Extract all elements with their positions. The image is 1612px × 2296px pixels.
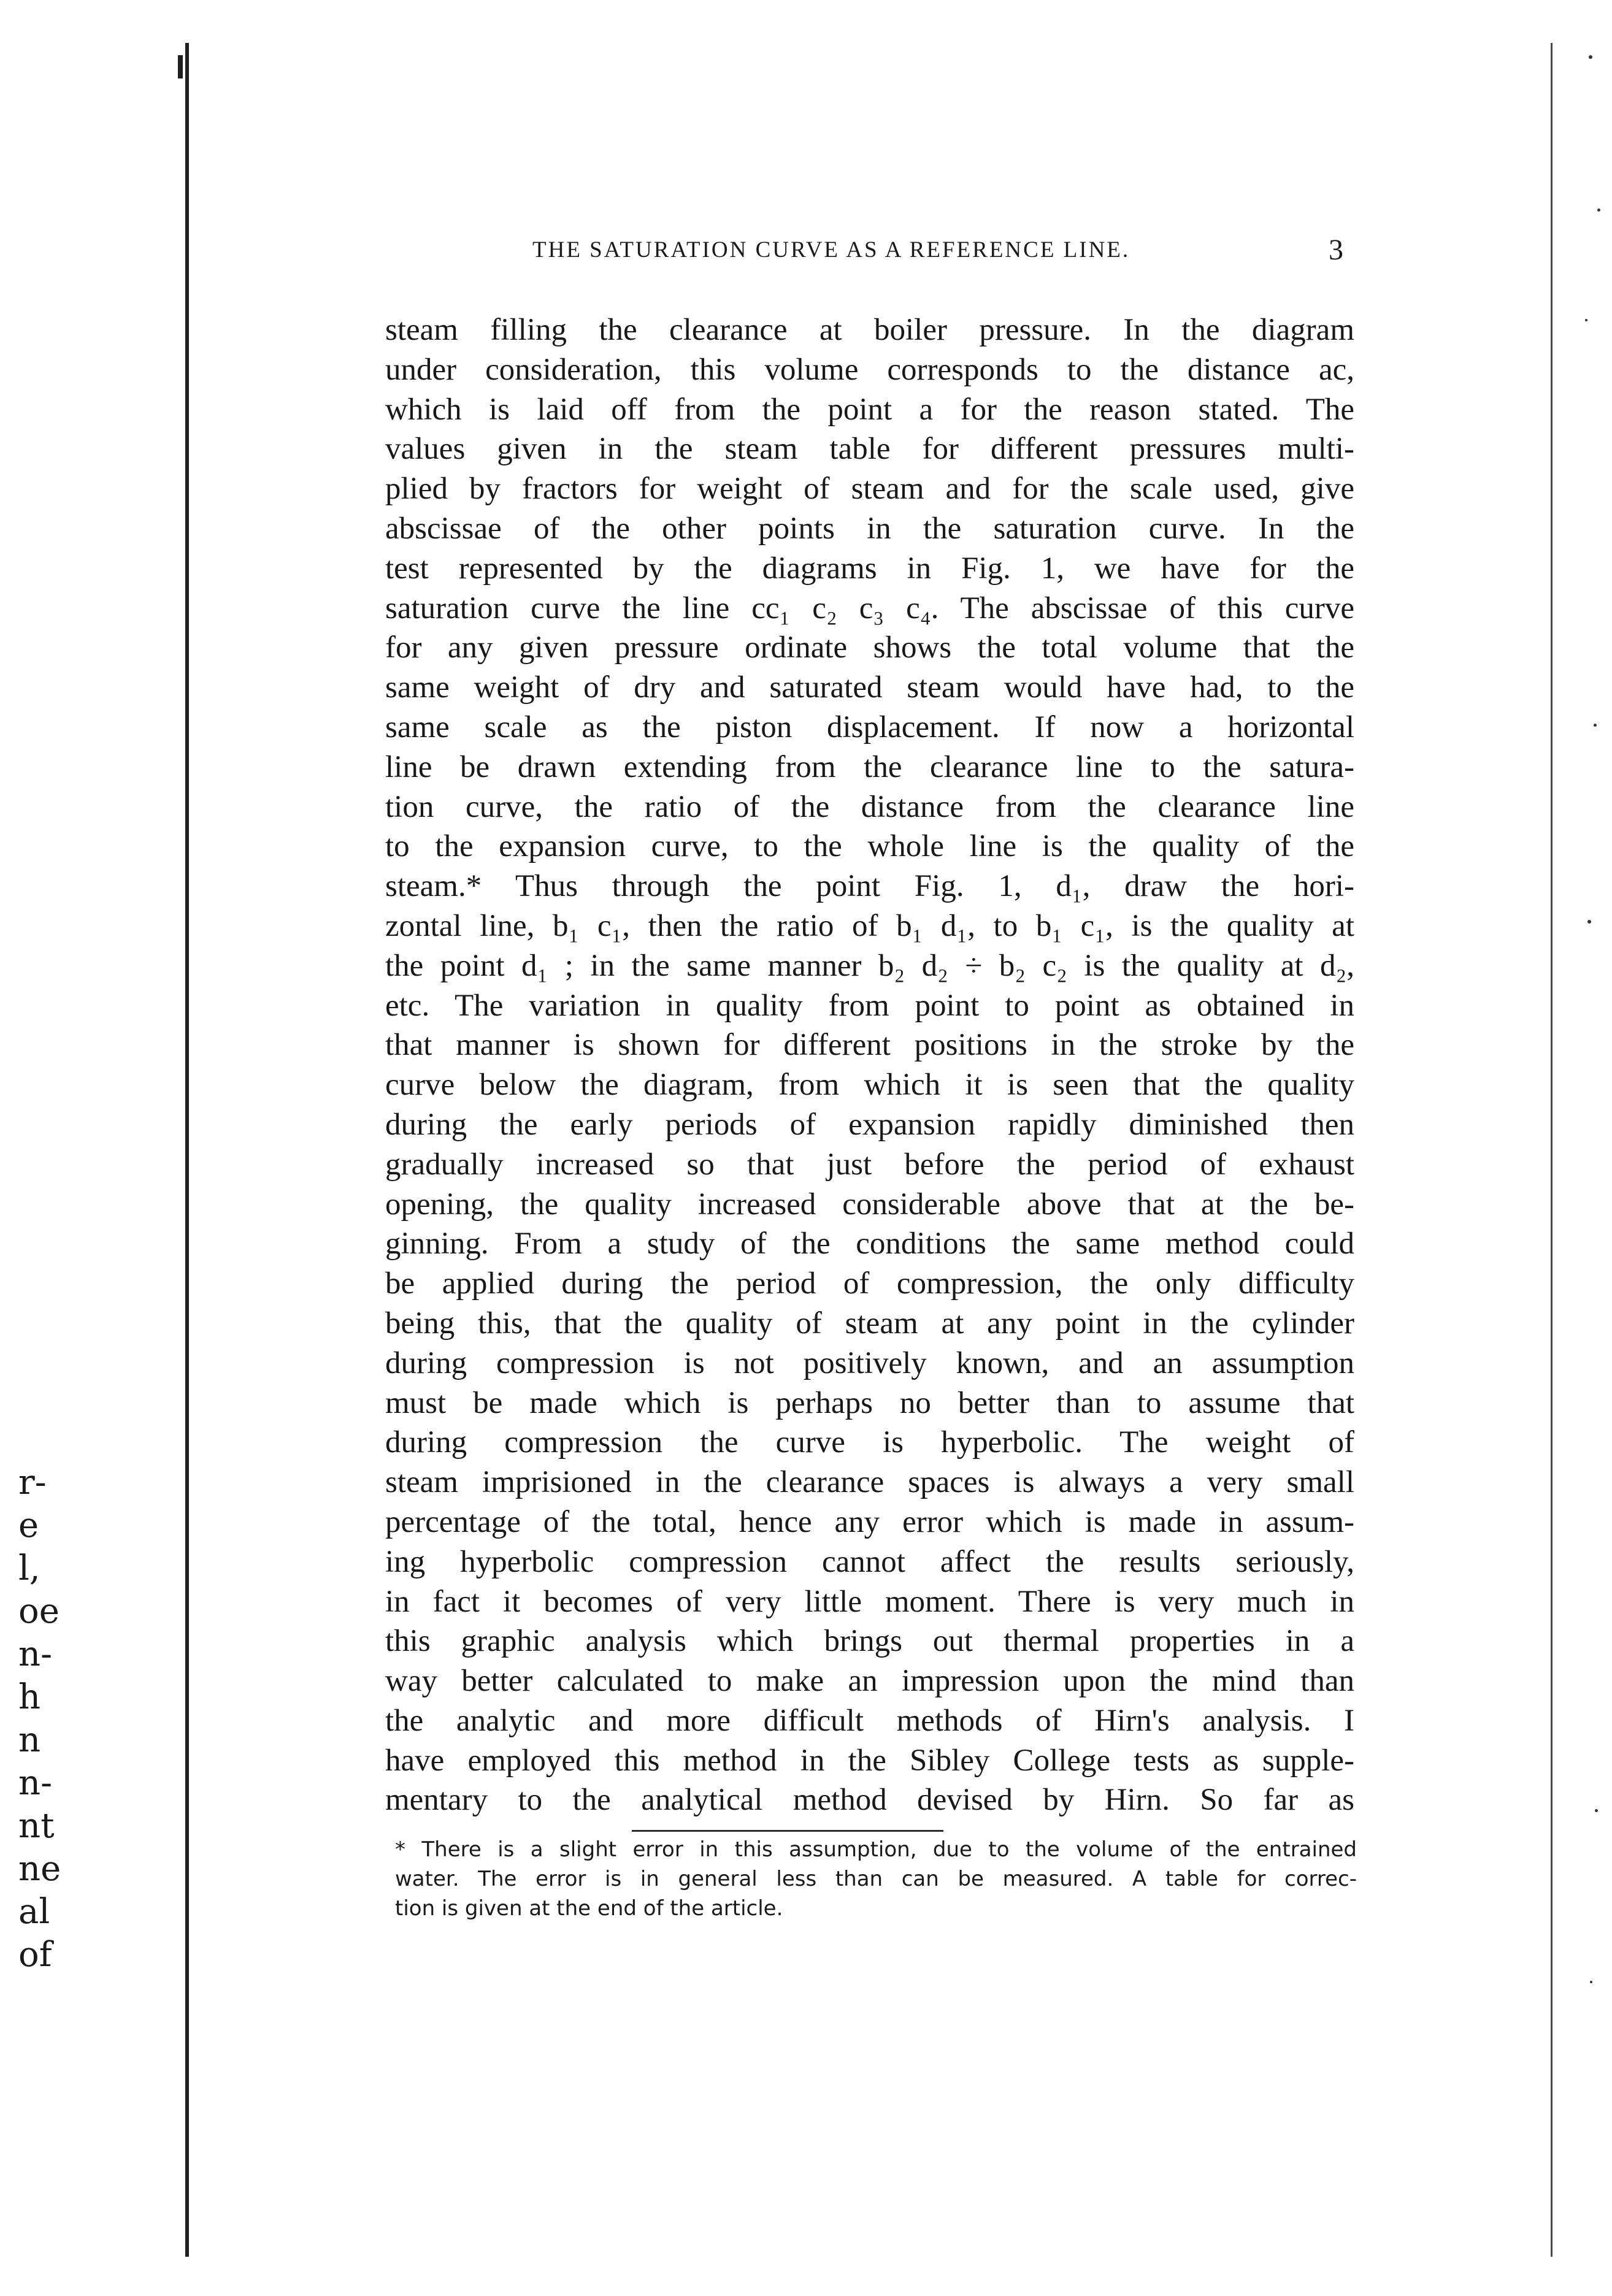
facing-page-fragment: e [18, 1506, 39, 1545]
footnote [395, 1835, 1357, 1923]
facing-page-fragment: al [18, 1892, 50, 1932]
text-line: same weight of dry and saturated steam would have had, to the [385, 670, 1354, 705]
text-line: must be made which is perhaps no better than to assume that [385, 1385, 1354, 1420]
text-line: under consideration, this volume corresponds to the distance ac, [385, 352, 1354, 387]
text-line: mentary to the analytical method devised by Hirn. So far as [385, 1783, 1354, 1818]
page-number: 3 [1329, 234, 1343, 266]
facing-page-fragment: of [18, 1935, 52, 1975]
facing-page-fragment: oe [18, 1591, 59, 1631]
footnote-line: * There is a slight error in this assumption, due to the volume of the entrained [395, 1837, 1357, 1862]
text-line: to the expansion curve, to the whole line is the quality of the [385, 829, 1354, 864]
text-line: plied by fractors for weight of steam and for the scale used, give [385, 472, 1354, 507]
facing-page-fragment: ne [18, 1849, 61, 1889]
footnote-rule [632, 1830, 943, 1832]
facing-page-fragment: n- [18, 1763, 52, 1803]
text-line: etc. The variation in quality from point to point as obtained in [385, 988, 1354, 1023]
facing-page-edge [0, 0, 61, 2296]
text-line: line be drawn extending from the clearance line to the satura- [385, 749, 1354, 784]
text-line: which is laid off from the point a for the reason stated. The [385, 392, 1354, 427]
page-right-edge [1551, 43, 1553, 2257]
text-line: opening, the quality increased considerable above that at the be- [385, 1187, 1354, 1222]
text-line: saturation curve the line cc₁ c₂ c₃ c₄. The abscissae of this curve [385, 591, 1354, 626]
text-line: same scale as the piston displacement. If now a horizontal [385, 710, 1354, 744]
text-line: being this, that the quality of steam at any point in the cylinder [385, 1306, 1354, 1341]
running-head: THE SATURATION CURVE AS A REFERENCE LINE. [532, 237, 1130, 262]
text-line: ginning. From a study of the conditions the same method could [385, 1226, 1354, 1261]
facing-page-fragment: l, [18, 1548, 40, 1588]
text-line: have employed this method in the Sibley College tests as supple- [385, 1743, 1354, 1778]
text-line: tion curve, the ratio of the distance from the clearance line [385, 789, 1354, 824]
text-line: the analytic and more difficult methods of Hirn's analysis. I [385, 1703, 1354, 1738]
footnote-line: tion is given at the end of the article. [395, 1896, 783, 1921]
facing-page-fragment: n [18, 1720, 41, 1760]
text-line: way better calculated to make an impression upon the mind than [385, 1664, 1354, 1699]
text-line: abscissae of the other points in the saturation curve. In the [385, 511, 1354, 546]
facing-page-fragment: r- [18, 1463, 47, 1502]
text-line: steam.* Thus through the point Fig. 1, d₁, draw the hori- [385, 869, 1354, 904]
page-gutter-line [185, 43, 189, 2257]
text-line: in fact it becomes of very little moment. There is very much in [385, 1584, 1354, 1619]
text-line: curve below the diagram, from which it is seen that the quality [385, 1068, 1354, 1103]
text-line: for any given pressure ordinate shows the total volume that the [385, 630, 1354, 665]
text-line: during the early periods of expansion rapidly diminished then [385, 1107, 1354, 1142]
text-line: during compression the curve is hyperbolic. The weight of [385, 1425, 1354, 1460]
text-line: during compression is not positively known, and an assumption [385, 1345, 1354, 1380]
text-line: the point d₁ ; in the same manner b₂ d₂ ÷ b₂ c₂ is the quality at d₂, [385, 948, 1354, 983]
scan-noise [1576, 0, 1612, 2296]
page-gutter-mark [178, 55, 183, 78]
facing-page-fragment: nt [18, 1806, 55, 1846]
text-line: that manner is shown for different positions in the stroke by the [385, 1028, 1354, 1063]
text-line: ing hyperbolic compression cannot affect the results seriously, [385, 1544, 1354, 1579]
facing-page-fragment: n- [18, 1634, 52, 1674]
text-line: this graphic analysis which brings out thermal properties in a [385, 1624, 1354, 1659]
text-line: be applied during the period of compression, the only difficulty [385, 1266, 1354, 1301]
text-line: percentage of the total, hence any error which is made in assum- [385, 1504, 1354, 1539]
footnote-line: water. The error is in general less than can be measured. A table for correc- [395, 1867, 1357, 1891]
text-line: test represented by the diagrams in Fig. 1, we have for the [385, 551, 1354, 586]
text-line: values given in the steam table for different pressures multi- [385, 432, 1354, 467]
text-line: zontal line, b₁ c₁, then the ratio of b₁ d₁, to b₁ c₁, is the quality at [385, 908, 1354, 943]
text-line: steam imprisioned in the clearance spaces is always a very small [385, 1465, 1354, 1500]
facing-page-fragment: h [18, 1677, 41, 1717]
text-line: steam filling the clearance at boiler pressure. In the diagram [385, 313, 1354, 347]
body-text [385, 310, 1354, 1820]
text-line: gradually increased so that just before the period of exhaust [385, 1147, 1354, 1182]
